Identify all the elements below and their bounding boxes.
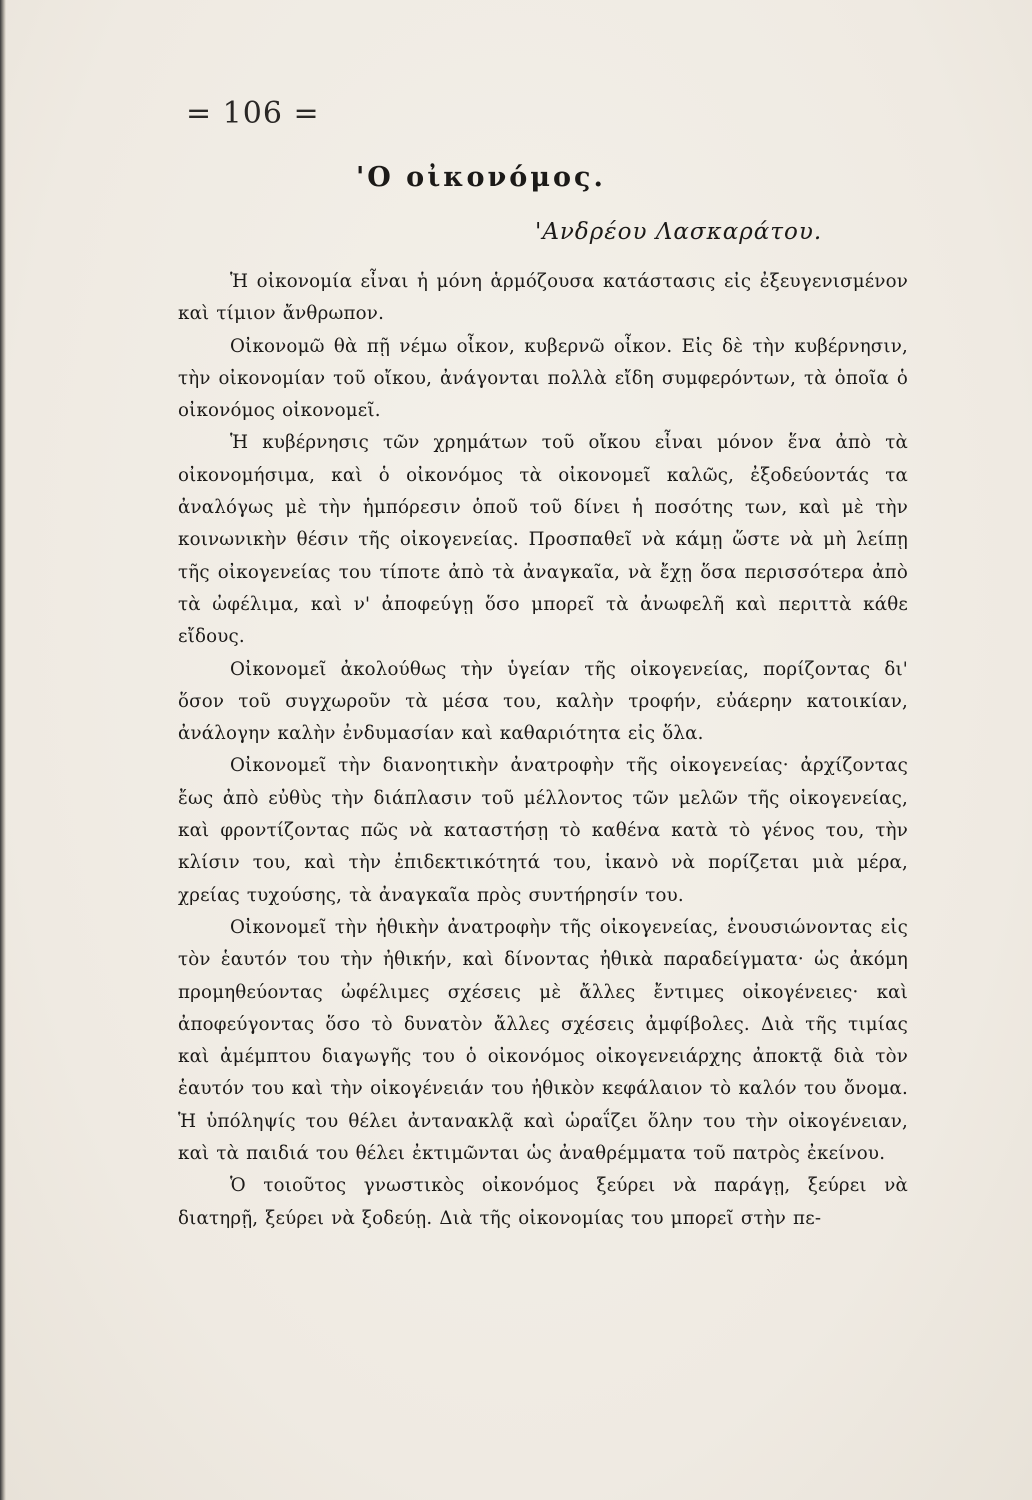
paragraph: Ἡ οἰκονομία εἶναι ἡ μόνη ἁρμόζουσα κατάστασις εἰς ἐξευγενισμένον καὶ τίμιον ἄνθρωπον. xyxy=(178,271,908,325)
paragraph: Οἰκονομεῖ ἀκολούθως τὴν ὑγείαν τῆς οἰκογενείας, πορίζοντας δι' ὅσον τοῦ συγχωροῦν τὰ μέσα του, καλὴν τροφήν, εὐάερην κατοικίαν, ἀνάλογην καλὴν ἐνδυμασίαν καὶ καθαριότητα εἰς ὅλα. xyxy=(178,658,908,745)
page-number: = 106 = xyxy=(186,96,320,131)
paragraph: Οἰκονομεῖ τὴν διανοητικὴν ἀνατροφὴν τῆς οἰκογενείας· ἀρχίζοντας ἔως ἀπὸ εὐθὺς τὴν διάπλασιν τοῦ μέλλοντος τῶν μελῶν τῆς οἰκογενείας, καὶ φροντίζοντας πῶς νὰ καταστήσῃ τὸ καθένα κατὰ τὸ γένος του, τὴν κλίσιν του, καὶ τὴν ἐπιδεκτικότητά του, ἱκανὸ νὰ πορίζεται μιὰ μέρα, χρείας τυχούσης, τὰ ἀναγκαῖα πρὸς συντήρησίν του. xyxy=(178,755,908,906)
paragraph: Ἡ κυβέρνησις τῶν χρημάτων τοῦ οἴκου εἶναι μόνον ἕνα ἀπὸ τὰ οἰκονομήσιμα, καὶ ὁ οἰκονόμος τὰ οἰκονομεῖ καλῶς, ἐξοδεύοντάς τα ἀναλόγως μὲ τὴν ἡμπόρεσιν ὁποῦ τοῦ δίνει ἡ ποσότης των, καὶ μὲ τὴν κοινωνικὴν θέσιν τῆς οἰκογενείας. Προσπαθεῖ νὰ κάμῃ ὥστε νὰ μὴ λείπῃ τῆς οἰκογενείας του τίποτε ἀπὸ τὰ ἀναγκαῖα, νὰ ἔχῃ ὅσα περισσότερα ἀπὸ τὰ ὠφέλιμα, καὶ ν' ἀποφεύγῃ ὅσο μπορεῖ τὰ ἀνωφελῆ καὶ περιττὰ κάθε εἴδους. xyxy=(178,432,908,648)
body-text xyxy=(178,266,908,1235)
page-edge-shadow xyxy=(0,0,6,1500)
paragraph: Οἰκονομῶ θὰ πῇ νέμω οἶκον, κυβερνῶ οἶκον. Εἰς δὲ τὴν κυβέρνησιν, τὴν οἰκονομίαν τοῦ οἴκου, ἀνάγονται πολλὰ εἴδη συμφερόντων, τὰ ὁποῖα ὁ οἰκονόμος οἰκονομεῖ. xyxy=(178,335,908,422)
paragraph: Οἰκονομεῖ τὴν ἠθικὴν ἀνατροφὴν τῆς οἰκογενείας, ἑνουσιώνοντας εἰς τὸν ἑαυτόν του τὴν ἠθικήν, καὶ δίνοντας ἠθικὰ παραδείγματα· ὡς ἀκόμη προμηθεύοντας ὠφέλιμες σχέσεις μὲ ἄλλες ἔντιμες οἰκογένειες· καὶ ἀποφεύγοντας ὅσο τὸ δυνατὸν ἄλλες σχέσεις ἀμφίβολες. Διὰ τῆς τιμίας καὶ ἀμέμπτου διαγωγῆς του ὁ οἰκονόμος οἰκογενειάρχης ἀποκτᾷ διὰ τὸν ἑαυτόν του καὶ τὴν οἰκογένειάν του ἠθικὸν κεφάλαιον τὸ καλόν του ὄνομα. Ἡ ὑπόληψίς του θέλει ἀντανακλᾷ καὶ ὡραΐζει ὅλην του τὴν οἰκογένειαν, καὶ τὰ παιδιά του θέλει ἐκτιμῶνται ὡς ἀναθρέμματα τοῦ πατρὸς ἐκείνου. xyxy=(178,916,908,1165)
author-name: 'Ανδρέου Λασκαράτου. xyxy=(535,219,823,245)
paragraph: Ὁ τοιοῦτος γνωστικὸς οἰκονόμος ξεύρει νὰ παράγῃ, ξεύρει νὰ διατηρῇ, ξεύρει νὰ ξοδεύῃ. Διὰ τῆς οἰκονομίας του μπορεῖ στὴν πε- xyxy=(178,1175,908,1229)
chapter-title: 'Ο οἰκονόμος. xyxy=(356,162,606,193)
